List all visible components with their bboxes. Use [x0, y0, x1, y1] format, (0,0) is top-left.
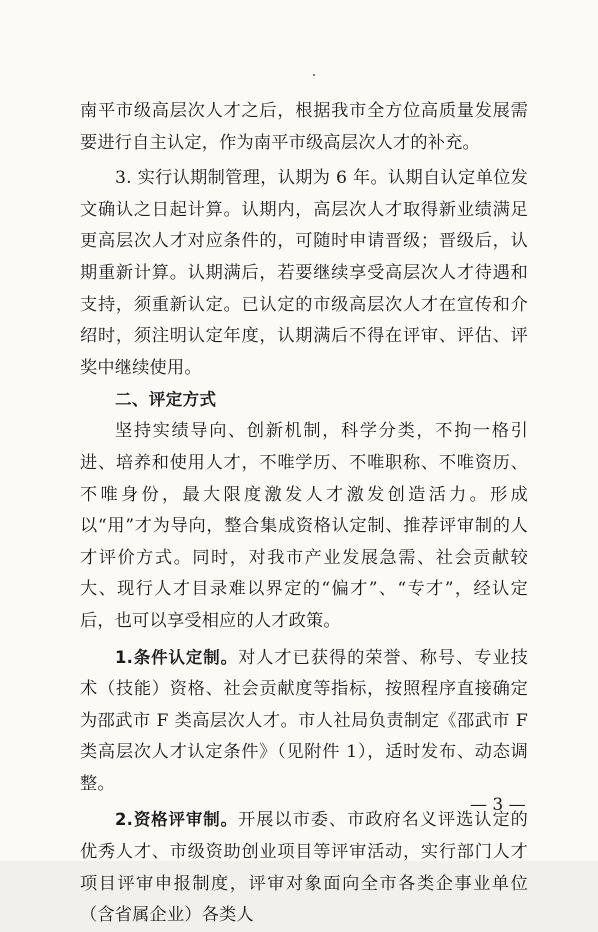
- clause-title-qualification-review: 2.资格评审制。: [115, 810, 239, 830]
- paragraph-term-management: 3. 实行认期制管理，认期为 6 年。认期自认定单位发文确认之日起计算。认期内，高层次人才取得新业绩满足更高层次人才对应条件的，可随时申请晋级；晋级后，认期重新计算。认期满后，若要继续享受高层次人才待遇和支持，须重新认定。已认定的市级高层次人才在宣传和介绍时，须注明认定年度，认期满后不得在评审、评估、评奖中继续使用。: [80, 168, 528, 378]
- paragraph-principles: 坚持实绩导向、创新机制，科学分类，不拘一格引进、培养和使用人才，不唯学历、不唯职称、不唯资历、不唯身份，最大限度激发人才激发创造活力。形成以“用”才为导向，整合集成资格认定制、推荐评审制的人才评价方式。同时，对我市产业发展急需、社会贡献较大、现行人才目录难以界定的“偏才”、“专才”，经认定后，也可以享受相应的人才政策。: [80, 421, 528, 631]
- clause-title-condition-certification: 1.条件认定制。: [115, 647, 239, 667]
- paragraph-condition-certification: [80, 642, 528, 801]
- section-heading-evaluation-methods: 二、评定方式: [115, 390, 217, 410]
- clause-body-qualification-review: 开展以市委、市政府名义评选认定的优秀人才、市级资助创业项目等评审活动，实行部门人才项目评审申报制度，评审对象面向全市各类企事业单位（含省属企业）各类人: [80, 810, 529, 926]
- scan-speck: [313, 74, 315, 76]
- paragraph-continuation: 南平市级高层次人才之后，根据我市全方位高质量发展需要进行自主认定，作为南平市级高层次人才的补充。: [80, 101, 528, 153]
- page-number: — 3 —: [470, 795, 526, 815]
- paragraph-qualification-review: [80, 804, 528, 931]
- clause-body-condition-certification: 对人才已获得的荣誉、称号、专业技术（技能）资格、社会贡献度等指标，按照程序直接确定为邵武市 F 类高层次人才。市人社局负责制定《邵武市 F 类高层次人才认定条件》（见附件 1），适时发布、动态调整。: [80, 647, 529, 794]
- document-body: [80, 96, 528, 932]
